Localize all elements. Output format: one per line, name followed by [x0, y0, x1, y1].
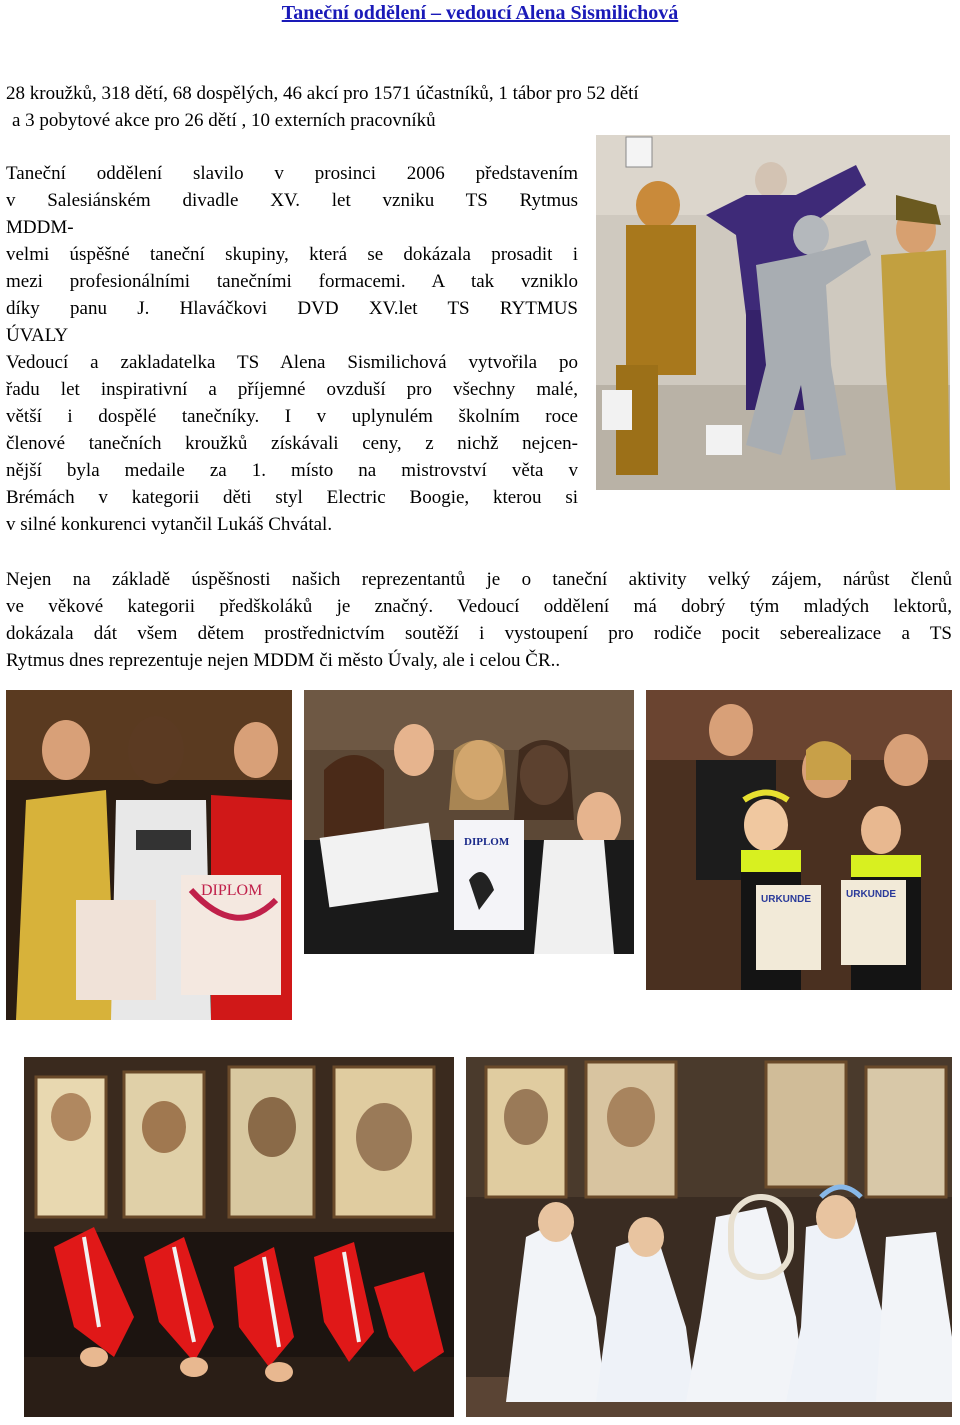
text-line: Taneční oddělení slavilo v prosinci 2006 představením — [6, 163, 578, 184]
text-line: MDDM- — [6, 217, 74, 238]
paragraph-growth — [6, 566, 952, 674]
text-line: Rytmus dnes reprezentuje nejen MDDM či město Úvaly, ale i celou ČR.. — [6, 650, 561, 671]
text-line: Vedoucí a zakladatelka TS Alena Sismilichová vytvořila po — [6, 352, 578, 373]
text-line: ve věkové kategorii předškoláků je značný. Vedoucí oddělení má dobrý tým mladých lektorů, — [6, 596, 952, 617]
photo-dancers-costumes — [596, 135, 950, 490]
text-line: Brémách v kategorii děti styl Electric Boogie, kterou si — [6, 487, 578, 508]
stats-line-2: a 3 pobytové akce pro 26 dětí , 10 externích pracovníků — [12, 110, 436, 131]
diploma-label: DIPLOM — [464, 836, 510, 848]
page-title: Taneční oddělení – vedoucí Alena Sismilichová — [281, 2, 679, 24]
text-line: řadu let inspirativní a příjemné ovzduší pro všechny malé, — [6, 379, 578, 400]
photo-red-dancers — [24, 1057, 454, 1417]
text-line: nější byla medaile za 1. místo na mistrovství věta v — [6, 460, 578, 481]
photo-girls-diploma — [304, 690, 634, 954]
text-line: velmi úspěšné taneční skupiny, která se dokázala prosadit i — [6, 244, 578, 265]
paragraph-intro — [6, 160, 578, 538]
urkunde-label: URKUNDE — [761, 894, 811, 905]
text-line: větší i dospělé tanečníky. I v uplynulém školním roce — [6, 406, 578, 427]
photo-boys-diplomas — [6, 690, 292, 1020]
photo-kids-urkunde — [646, 690, 952, 990]
stats-line-1: 28 kroužků, 318 dětí, 68 dospělých, 46 akcí pro 1571 účastníků, 1 tábor pro 52 dětí — [6, 83, 639, 104]
text-line: díky panu J. Hlaváčkovi DVD XV.let TS RYTMUS — [6, 298, 578, 319]
urkunde-label: URKUNDE — [846, 889, 896, 900]
text-line: v Salesiánském divadle XV. let vzniku TS Rytmus — [6, 190, 578, 211]
diploma-label: DIPLOM — [201, 882, 263, 899]
text-line: Nejen na základě úspěšnosti našich reprezentantů je o taneční aktivity velký zájem, nárůst členů — [6, 569, 952, 590]
text-line: ÚVALY — [6, 325, 69, 346]
text-line: mezi profesionálními tanečními formacemi. A tak vzniklo — [6, 271, 578, 292]
photo-white-dresses — [466, 1057, 952, 1417]
text-line: v silné konkurenci vytančil Lukáš Chvátal. — [6, 514, 333, 535]
text-line: členové tanečních kroužků získávali ceny, z nichž nejcen- — [6, 433, 578, 454]
text-line: dokázala dát všem dětem prostřednictvím soutěží i vystoupení pro rodiče pocit seberealizace a TS — [6, 623, 952, 644]
